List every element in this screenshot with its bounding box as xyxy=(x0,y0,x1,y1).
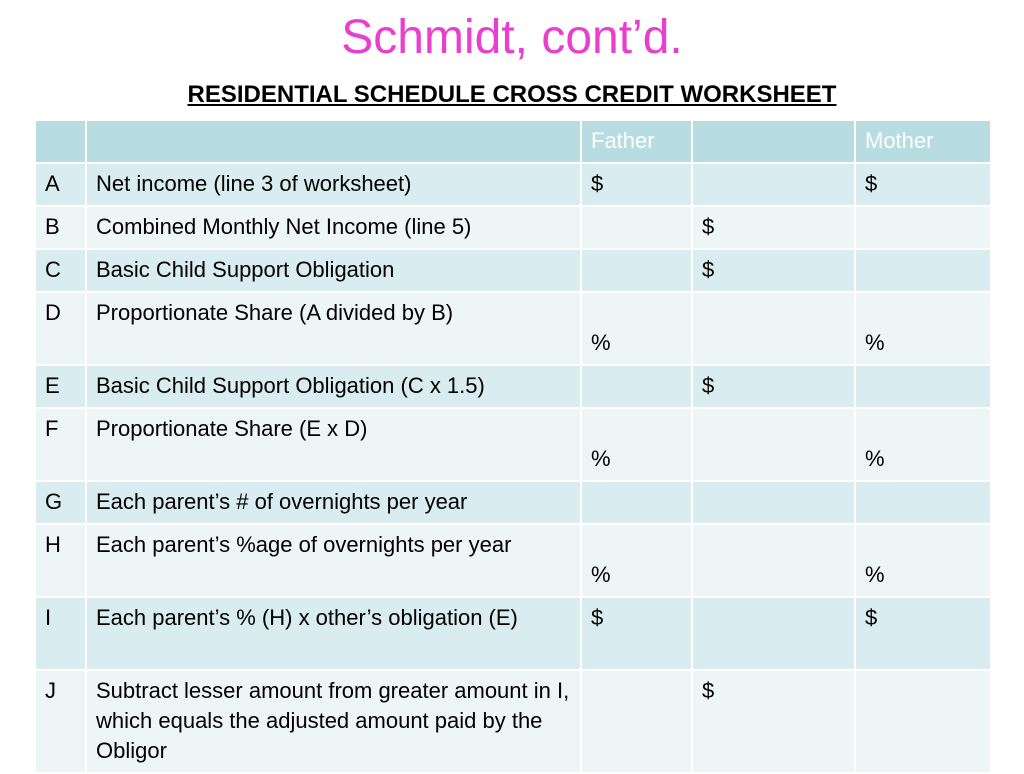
row-letter: G xyxy=(35,481,86,524)
table-row xyxy=(35,249,991,292)
mother-cell xyxy=(855,292,991,365)
father-cell xyxy=(581,249,692,292)
father-cell: $ xyxy=(581,163,692,206)
row-letter: B xyxy=(35,206,86,249)
row-letter: D xyxy=(35,292,86,365)
father-value: % xyxy=(591,330,611,355)
father-cell xyxy=(581,365,692,408)
header-cell-father: Father xyxy=(581,120,692,163)
table-row xyxy=(35,292,991,365)
combined-cell xyxy=(692,163,855,206)
combined-cell: $ xyxy=(692,249,855,292)
row-description: Combined Monthly Net Income (line 5) xyxy=(86,206,581,249)
mother-cell: $ xyxy=(855,163,991,206)
worksheet-table xyxy=(34,119,992,774)
combined-cell xyxy=(692,481,855,524)
father-cell: $ xyxy=(581,597,692,670)
table-row xyxy=(35,524,991,597)
row-description: Proportionate Share (E x D) xyxy=(86,408,581,481)
father-cell xyxy=(581,524,692,597)
row-description: Each parent’s % (H) x other’s obligation (E) xyxy=(86,597,581,670)
row-letter: A xyxy=(35,163,86,206)
mother-value: % xyxy=(865,446,885,471)
father-value: % xyxy=(591,446,611,471)
table-row xyxy=(35,481,991,524)
slide-title: Schmidt, cont’d. xyxy=(341,11,683,64)
row-description: Proportionate Share (A divided by B) xyxy=(86,292,581,365)
combined-cell xyxy=(692,292,855,365)
header-cell-description xyxy=(86,120,581,163)
table-row xyxy=(35,408,991,481)
table-row xyxy=(35,206,991,249)
mother-cell xyxy=(855,408,991,481)
combined-cell: $ xyxy=(692,365,855,408)
father-cell xyxy=(581,408,692,481)
father-value: % xyxy=(591,562,611,587)
mother-cell: $ xyxy=(855,597,991,670)
row-letter: H xyxy=(35,524,86,597)
table-row xyxy=(35,365,991,408)
row-description: Basic Child Support Obligation xyxy=(86,249,581,292)
mother-cell xyxy=(855,206,991,249)
slide-subtitle: RESIDENTIAL SCHEDULE CROSS CREDIT WORKSHEET xyxy=(187,81,837,108)
father-cell xyxy=(581,481,692,524)
combined-cell xyxy=(692,408,855,481)
row-letter: C xyxy=(35,249,86,292)
combined-cell: $ xyxy=(692,670,855,773)
combined-cell xyxy=(692,597,855,670)
mother-cell xyxy=(855,249,991,292)
mother-value: % xyxy=(865,562,885,587)
header-cell-letter xyxy=(35,120,86,163)
table-header-row xyxy=(35,120,991,163)
row-description: Each parent’s %age of overnights per year xyxy=(86,524,581,597)
row-letter: F xyxy=(35,408,86,481)
father-cell xyxy=(581,292,692,365)
row-description: Subtract lesser amount from greater amount in I, which equals the adjusted amount paid by the Obligor xyxy=(86,670,581,773)
mother-cell xyxy=(855,670,991,773)
row-letter: J xyxy=(35,670,86,773)
combined-cell xyxy=(692,524,855,597)
mother-cell xyxy=(855,365,991,408)
row-letter: I xyxy=(35,597,86,670)
row-description: Net income (line 3 of worksheet) xyxy=(86,163,581,206)
table-row xyxy=(35,670,991,773)
mother-value: % xyxy=(865,330,885,355)
row-letter: E xyxy=(35,365,86,408)
row-description: Basic Child Support Obligation (C x 1.5) xyxy=(86,365,581,408)
mother-cell xyxy=(855,481,991,524)
table-row xyxy=(35,597,991,670)
row-description: Each parent’s # of overnights per year xyxy=(86,481,581,524)
combined-cell: $ xyxy=(692,206,855,249)
father-cell xyxy=(581,670,692,773)
header-cell-mother: Mother xyxy=(855,120,991,163)
mother-cell xyxy=(855,524,991,597)
header-cell-combined xyxy=(692,120,855,163)
table-row xyxy=(35,163,991,206)
father-cell xyxy=(581,206,692,249)
